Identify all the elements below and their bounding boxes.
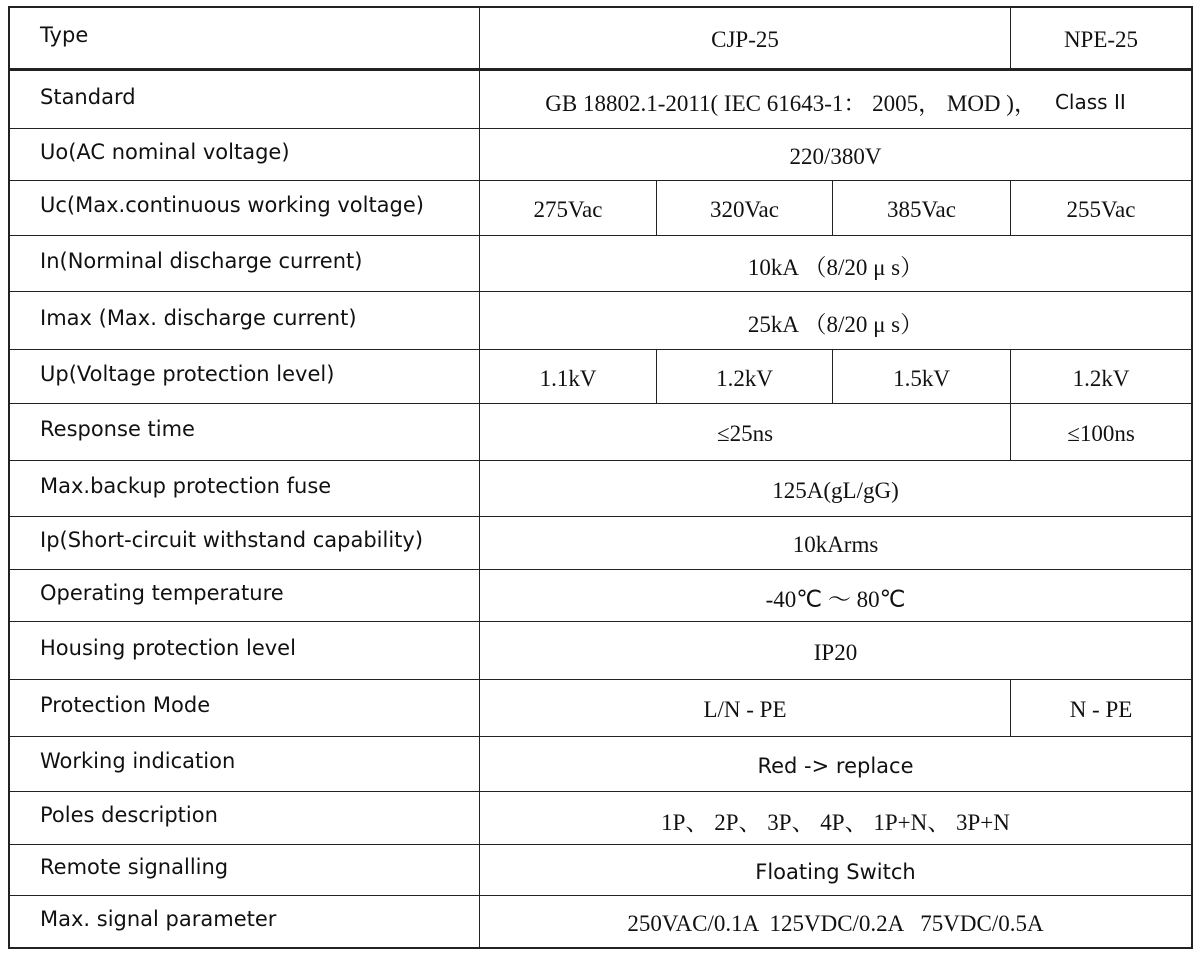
row-label: Ip(Short-circuit withstand capability) — [10, 517, 480, 569]
row-label: Max. signal parameter — [10, 896, 480, 947]
value-ip: 10kArms — [792, 532, 879, 557]
value-npe-25: NPE-25 — [1063, 27, 1139, 52]
value-uc-3: 385Vac — [833, 181, 1011, 235]
value-up-1: 1.1kV — [480, 350, 657, 403]
value-remote-signalling: Floating Switch — [755, 860, 916, 884]
table-row-poles — [10, 792, 1191, 845]
value-uc-1: 275Vac — [480, 181, 657, 235]
table-row-protection-mode — [10, 680, 1191, 737]
table-row-up — [10, 350, 1191, 404]
value-backup-fuse: 125A(gL/gG) — [772, 477, 899, 503]
value-uc-2: 320Vac — [657, 181, 833, 235]
value-in: 10kA （8/20 μ s） — [747, 255, 924, 280]
row-label: Max.backup protection fuse — [10, 461, 480, 516]
row-label: Uo(AC nominal voltage) — [10, 129, 480, 180]
value-working-indication: Red -> replace — [757, 754, 914, 778]
value-standard-class: Class II — [1054, 89, 1126, 114]
row-label: In(Norminal discharge current) — [10, 236, 480, 291]
value-up-3: 1.5kV — [833, 350, 1011, 403]
value-imax: 25kA （8/20 μ s） — [747, 312, 924, 337]
value-protection-mode-npe: N - PE — [1069, 697, 1133, 722]
row-label: Response time — [10, 404, 480, 460]
value-uc-4: 255Vac — [1066, 197, 1136, 222]
row-label: Working indication — [10, 737, 480, 791]
table-row-type — [10, 8, 1191, 71]
row-label: Protection Mode — [10, 680, 480, 736]
value-max-signal: 250VAC/0.1A 125VDC/0.2A 75VDC/0.5A — [627, 910, 1044, 936]
value-standard-main: GB 18802.1-2011( IEC 61643-1： 2005， MOD )， — [545, 91, 1037, 116]
value-response-cjp: ≤25ns — [480, 404, 1011, 460]
table-row-remote-signalling — [10, 845, 1191, 896]
table-row-backup-fuse — [10, 461, 1191, 517]
value-up-4: 1.2kV — [1072, 365, 1130, 391]
table-row-ip — [10, 517, 1191, 570]
table-row-standard — [10, 71, 1191, 129]
table-row-max-signal — [10, 896, 1191, 947]
table-row-working-indication — [10, 737, 1191, 792]
row-label: Standard — [10, 71, 480, 128]
row-label: Operating temperature — [10, 570, 480, 621]
table-row-operating-temperature — [10, 570, 1191, 622]
value-poles: 1P、 2P、 3P、 4P、 1P+N、 3P+N — [661, 809, 1010, 835]
row-label: Poles description — [10, 792, 480, 844]
table-row-imax — [10, 292, 1191, 350]
value-response-npe: ≤100ns — [1067, 421, 1135, 446]
value-protection-mode-cjp: L/N - PE — [480, 680, 1011, 736]
value-cjp-25: CJP-25 — [480, 8, 1011, 68]
table-row-housing-protection — [10, 622, 1191, 680]
value-standard — [480, 71, 1191, 128]
row-label: Up(Voltage protection level) — [10, 350, 480, 403]
table-row-uo — [10, 129, 1191, 181]
value-operating-temperature: -40℃ ～ 80℃ — [765, 587, 906, 612]
row-label: Remote signalling — [10, 845, 480, 895]
table-row-in — [10, 236, 1191, 292]
row-label: Imax (Max. discharge current) — [10, 292, 480, 349]
row-label: Type — [10, 8, 480, 68]
table-row-response-time — [10, 404, 1191, 461]
row-label: Housing protection level — [10, 622, 480, 679]
value-housing-protection: IP20 — [813, 639, 858, 665]
value-up-2: 1.2kV — [657, 350, 833, 403]
spec-table — [8, 6, 1193, 949]
value-uo: 220/380V — [789, 143, 882, 169]
table-row-uc — [10, 181, 1191, 236]
row-label: Uc(Max.continuous working voltage) — [10, 181, 480, 235]
